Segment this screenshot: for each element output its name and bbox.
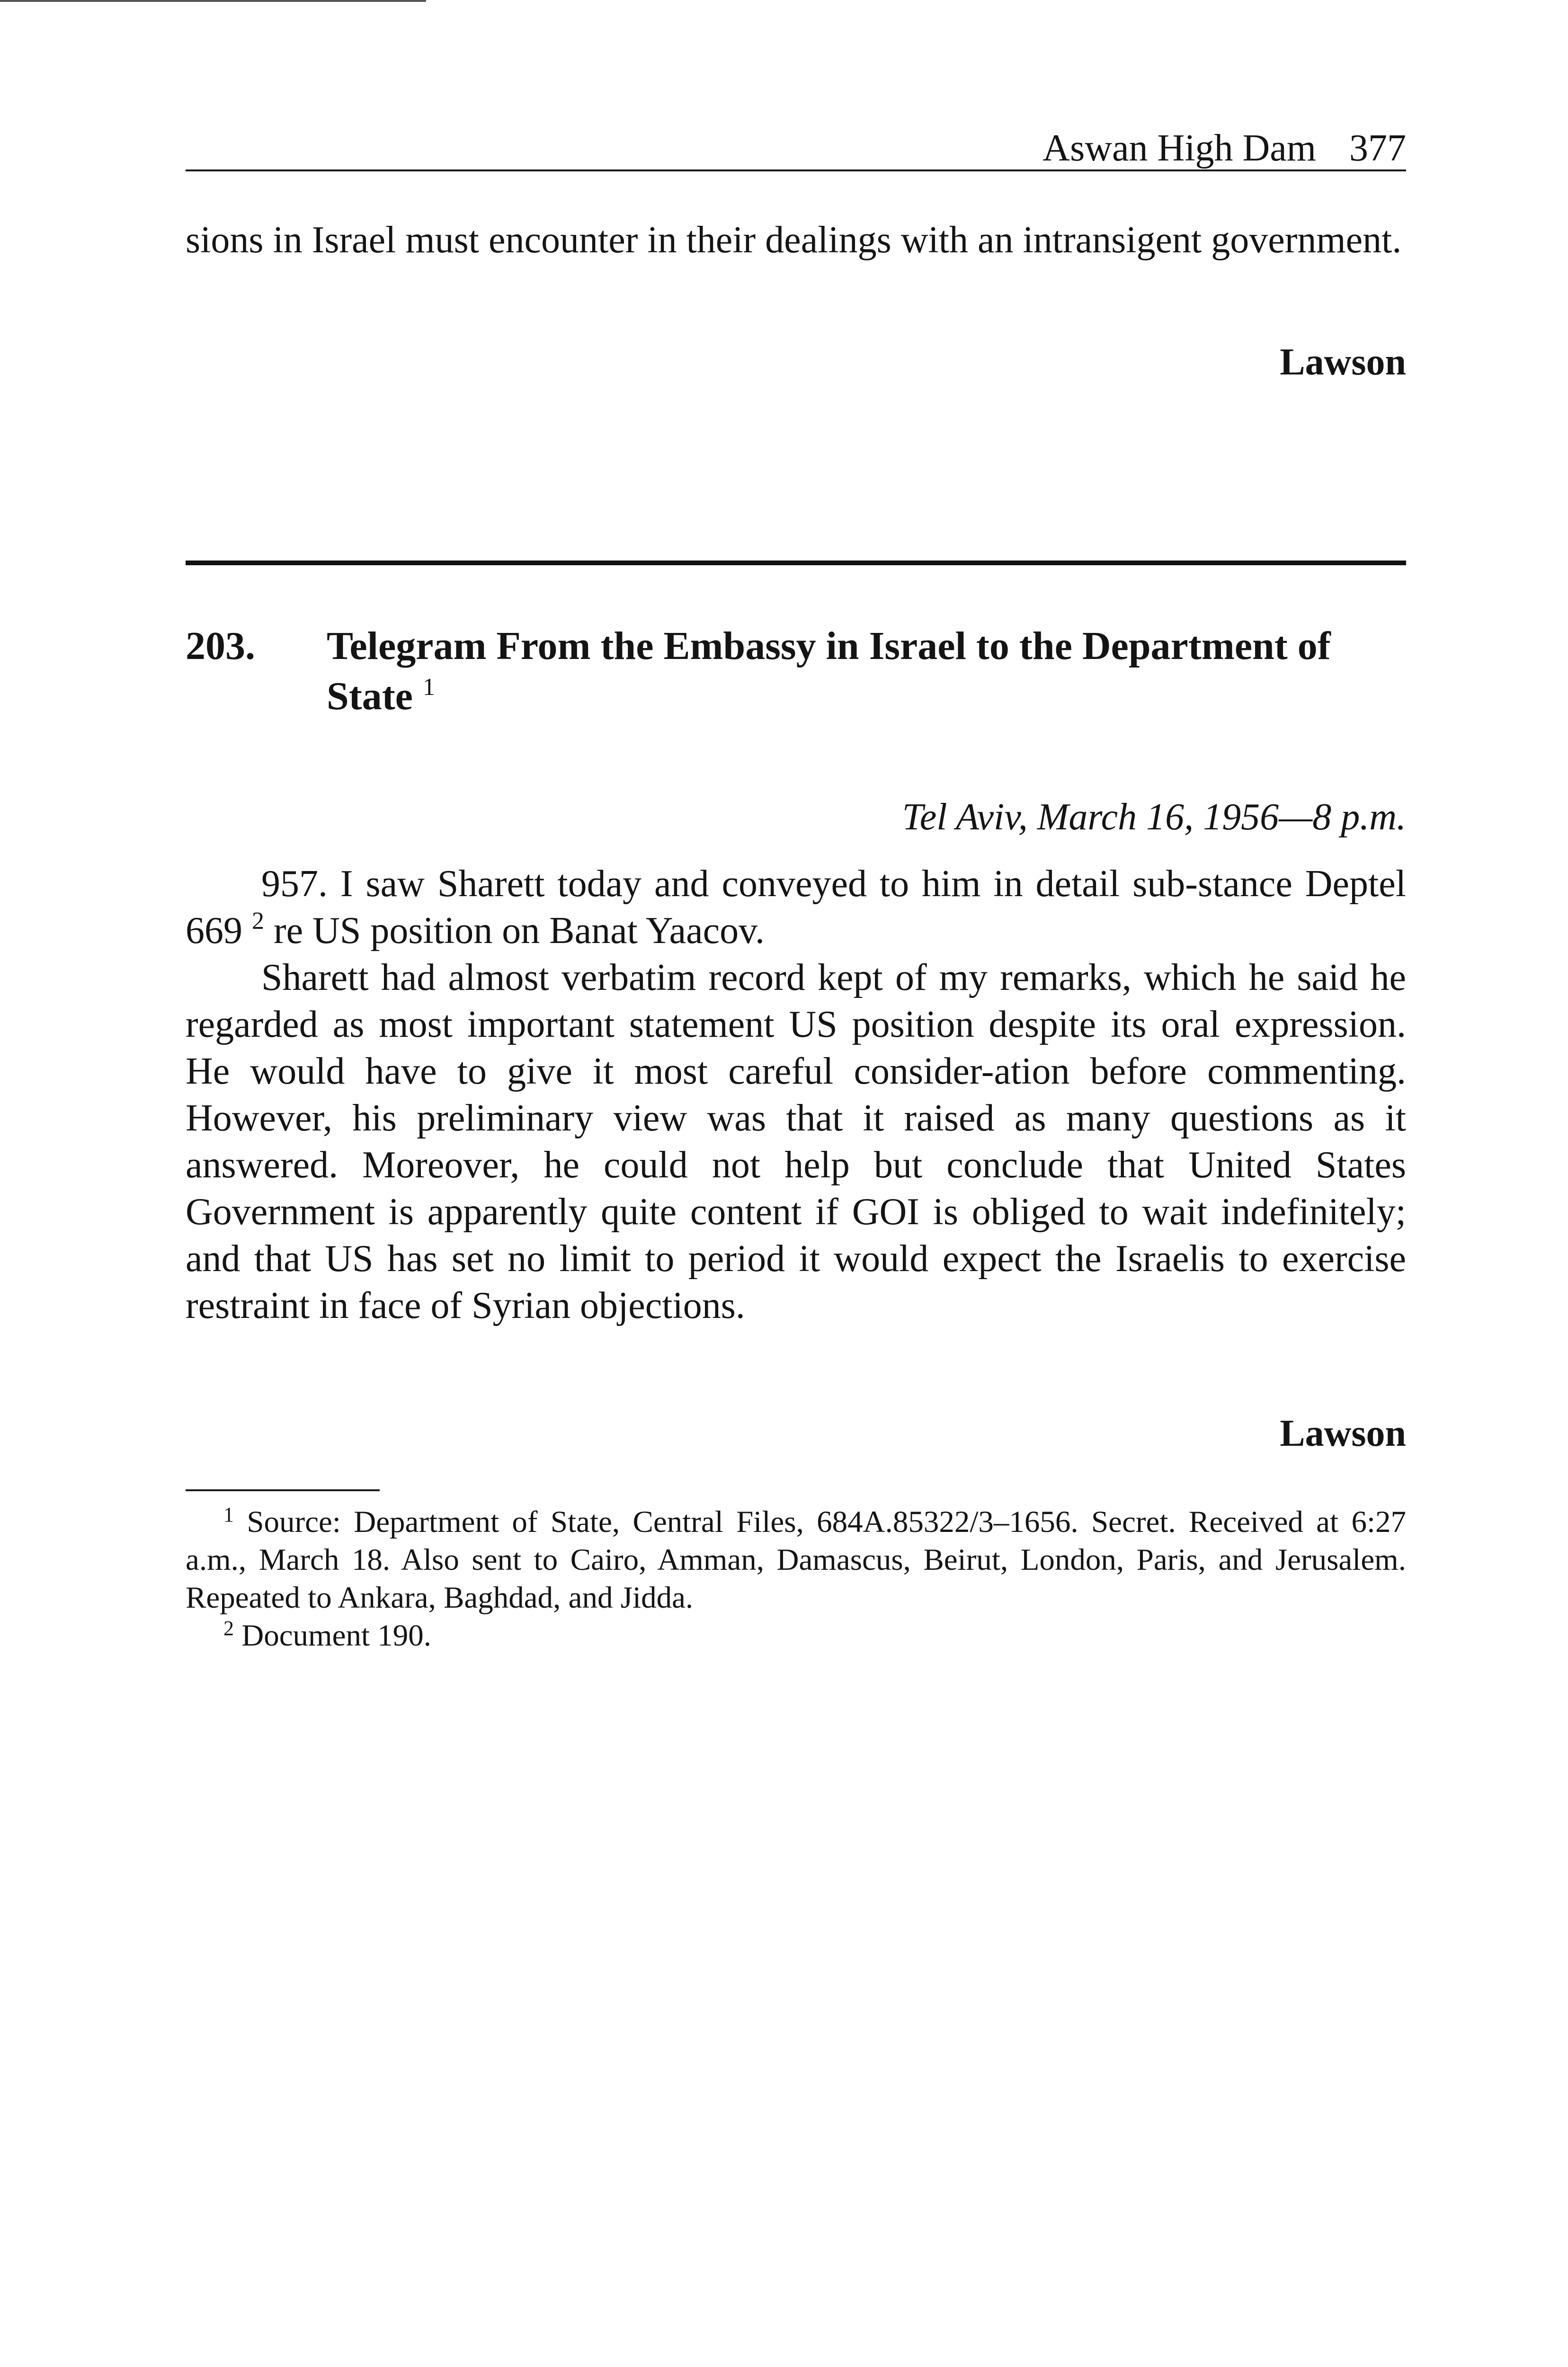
- footnote-2-marker: 2: [223, 1617, 234, 1640]
- telegram-paragraph-2: Sharett had almost verbatim record kept of my remarks, which he said he regarded as most important statement US position despite its oral expression. He would have to give it most careful consider-ation before commenting. However, his preliminary view was that it raised as many questions as it answered. Moreover, he could not help but conclude that United States Government is apparently quite content if GOI is obliged to wait indefinitely; and that US has set no limit to period it would expect the Israelis to exercise restraint in face of Syrian objections.: [186, 957, 1406, 1326]
- continued-paragraph: sions in Israel must encounter in their dealings with an intransigent government.: [186, 219, 1402, 261]
- running-head: [186, 127, 1406, 171]
- document-title-block: [327, 621, 1406, 721]
- paragraph-1-text-start: 957. I saw Sharett today and conveyed to him in detail sub-stance Deptel 669: [186, 863, 1406, 952]
- paragraph-1-text-end: re US position on Banat Yaacov.: [274, 910, 765, 952]
- document-heading: [186, 621, 1406, 721]
- footnote-2-text: Document 190.: [241, 1619, 432, 1653]
- page-number: 377: [1349, 127, 1406, 169]
- running-head-title: Aswan High Dam: [1042, 127, 1316, 169]
- telegram-body: [186, 861, 1406, 1329]
- document-separator-rule: [186, 561, 1406, 565]
- footnote-2: [186, 1617, 1406, 1655]
- footnote-ref-1: 1: [422, 674, 435, 701]
- telegram-paragraph-1: [186, 861, 1406, 954]
- continued-text: [186, 217, 1406, 264]
- footnote-ref-2: 2: [252, 908, 264, 934]
- signature-previous-document: Lawson: [1280, 341, 1406, 383]
- scan-edge-rule: [0, 0, 426, 2]
- footnote-1-text: Source: Department of State, Central Files, 684A.85322/3–1656. Secret. Received at 6:27 a.m., March 18. Also sent to Cairo, Amman, Damascus, Beirut, London, Paris, and Jerusalem. Repeated to Ankara, Baghdad, and Jidda.: [186, 1505, 1407, 1615]
- footnote-1: [186, 1503, 1406, 1617]
- footnotes: [186, 1503, 1406, 1655]
- signature: Lawson: [1280, 1413, 1406, 1454]
- footnote-1-marker: 1: [223, 1503, 234, 1526]
- dateline: Tel Aviv, March 16, 1956—8 p.m.: [902, 796, 1406, 838]
- footnote-rule: [186, 1489, 380, 1491]
- document-title: Telegram From the Embassy in Israel to the Department of State: [327, 624, 1331, 718]
- document-number: 203.: [186, 624, 255, 668]
